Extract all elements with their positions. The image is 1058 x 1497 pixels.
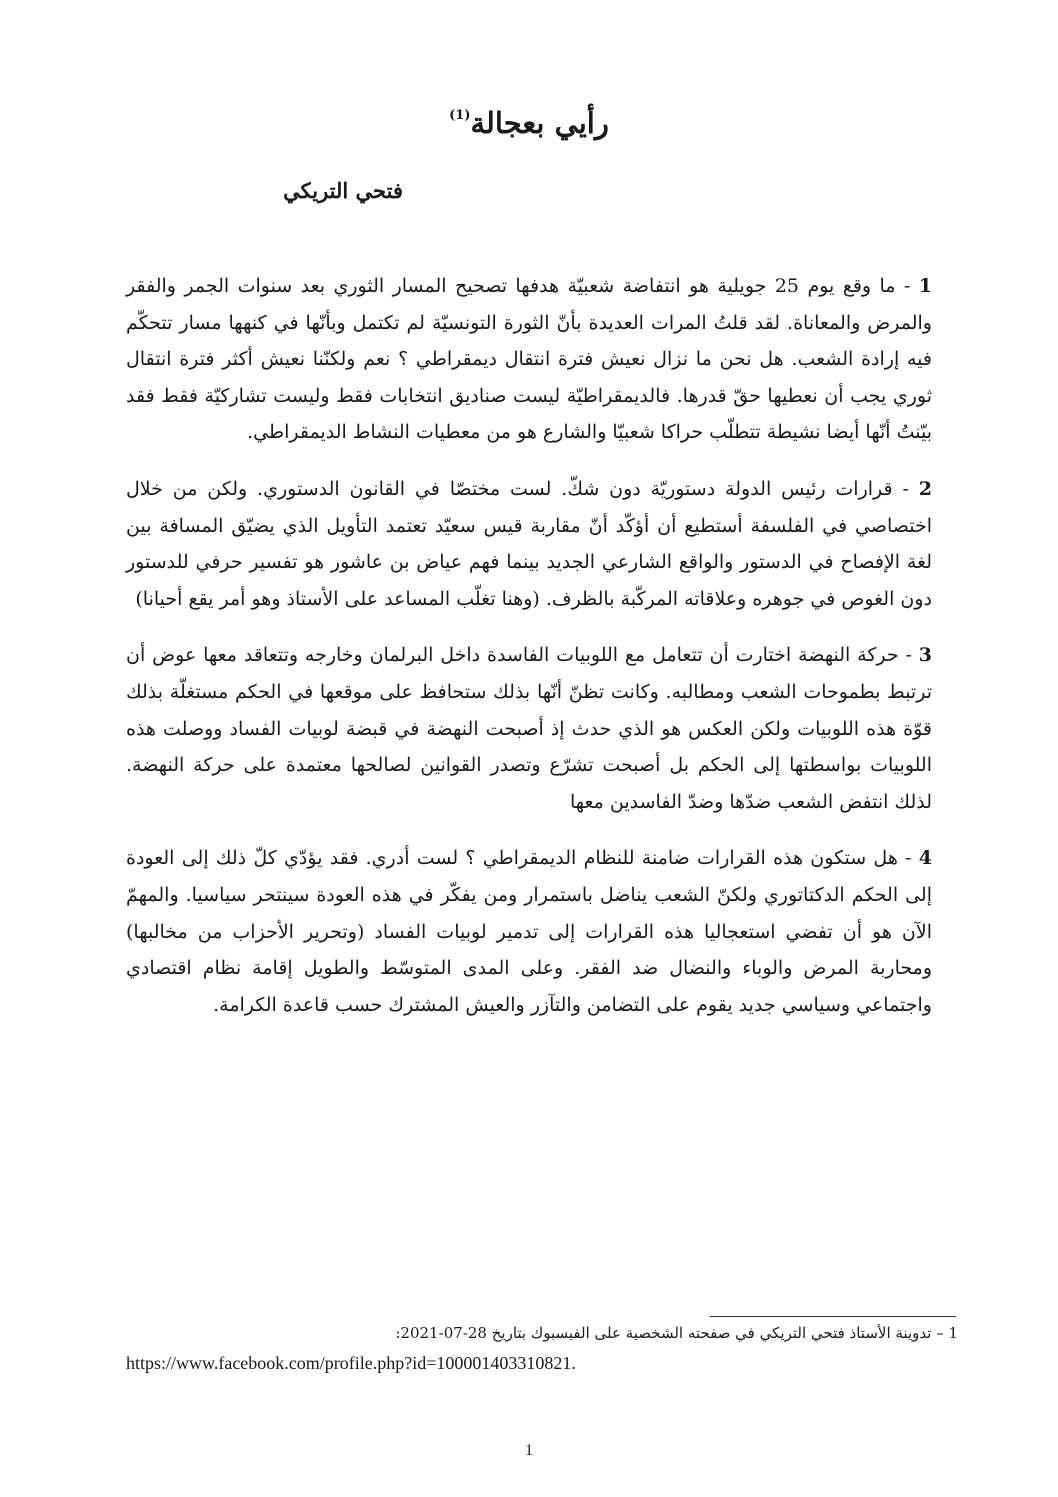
paragraph-text: - هل ستكون هذه القرارات ضامنة للنظام الديمقراطي ؟ لست أدري. فقد يؤدّي كلّ ذلك إلى العودة إلى الحكم الدكتاتوري ولكنّ الشعب يناضل باستمرار ومن يفكّر في هذه العودة سينتحر سياسيا. والمهمّ الآن هو أن تفضي استعجاليا هذه القرارات إلى تدمير لوبيات الفساد (وتحرير الأحزاب من مخالبها) ومحاربة المرض والوباء والنضال ضد الفقر. وعلى المدى المتوسّط والطويل إقامة نظام اقتصادي واجتماعي وسياسي جديد يقوم على التضامن والتآزر والعيش المشترك حسب قاعدة الكرامة. [126,847,932,1016]
paragraph-number: 3 [918,644,933,667]
title-footnote-marker: (1) [449,108,471,123]
document-title [130,96,928,143]
paragraph-number: 2 [918,477,932,500]
paragraph-text: - حركة النهضة اختارت أن تتعامل مع اللوبيات الفاسدة داخل البرلمان وخارجه وتتعاقد معها عوض أن ترتبط بطموحات الشعب ومطالبه. وكانت تظنّ أنّها بذلك ستحافظ على موقعها في الحكم مستغلّة بذلك قوّة هذه اللوبيات ولكن العكس هو الذي حدث إذ أصبحت النهضة في قبضة لوبيات الفساد ووصلت هذه اللوبيات بواسطتها إلى الحكم بل أصبحت تشرّع وتصدر القوانين لصالحها معتمدة على حركة النهضة. لذلك انتفض الشعب ضدّها وضدّ الفاسدين معها [126,644,933,813]
footnote-divider [710,1316,956,1317]
paragraph-1 [126,268,932,451]
page-number: 1 [525,1442,533,1459]
paragraph-3 [126,637,932,820]
paragraph-4 [126,840,932,1023]
footnote-text: 1 – تدوينة الأستاذ فتحي التريكي في صفحته الشخصية على الفيسبوك بتاريخ 28-07-2021: [395,1324,958,1342]
paragraph-number: 1 [918,275,933,297]
article-body [126,268,932,1043]
footnote-url[interactable]: https://www.facebook.com/profile.php?id=100001403310821. [126,1353,576,1373]
paragraph-number: 4 [918,847,932,870]
title-text: رأيي بعجالة [470,106,609,140]
author-name: فتحي التريكي [283,178,403,203]
paragraph-text: - ما وقع يوم 25 جويلية هو انتفاضة شعبيّة هدفها تصحيح المسار الثوري بعد سنوات الجمر والفقر والمرض والمعاناة. لقد قلتُ المرات العديدة بأنّ الثورة التونسيّة لم تكتمل وبأنّها في كنهها مسار تتحكّم فيه إرادة الشعب. هل نحن ما نزال نعيش فترة انتقال ديمقراطي ؟ نعم ولكنّنا نعيش أكثر فترة انتقال ثوري يجب أن نعطيها حقّ قدرها. فالديمقراطيّة ليست صناديق انتخابات فقط وليست تشاركيّة فقط فقد بيّنتُ أنّها أيضا نشيطة تتطلّب حراكا شعبيّا والشارع هو من معطيات النشاط الديمقراطي. [126,275,932,444]
paragraph-2 [126,471,932,617]
paragraph-text: - قرارات رئيس الدولة دستوريّة دون شكّ. لست مختصّا في القانون الدستوري. ولكن من خلال اختصاصي في الفلسفة أستطيع أن أؤكّد أنّ مقاربة قيس سعيّد تعتمد التأويل الذي يضيّق المسافة بين لغة الإفصاح في الدستور والواقع الشارعي الجديد بينما فهم عياض بن عاشور هو تفسير حرفي للدستور دون الغوص في جوهره وعلاقاته المركّبة بالظرف. (وهنا تغلّب المساعد على الأستاذ وهو أمر يقع أحيانا) [126,477,932,610]
